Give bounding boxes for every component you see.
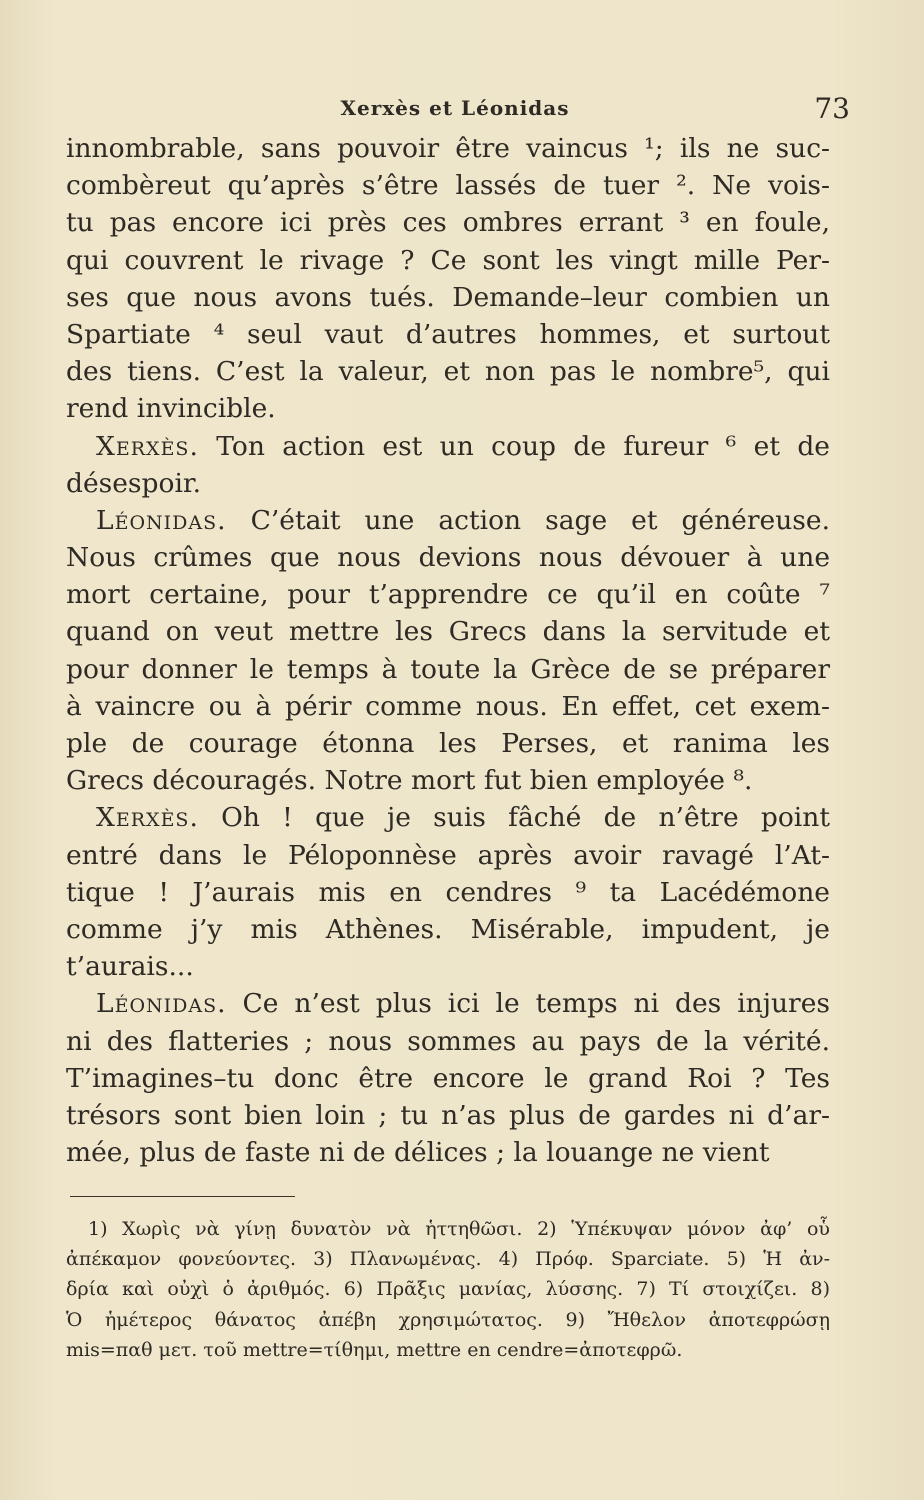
text-line: tique ! J’aurais mis en cendres ⁹ ta Lacédémone xyxy=(66,876,830,908)
text-line: Grecs découragés. Notre mort fut bien employée ⁸. xyxy=(66,765,753,797)
text-line: à vaincre ou à périr comme nous. En effet, cet exem- xyxy=(66,690,830,722)
text-line: comme j’y mis Athènes. Misérable, impudent, je xyxy=(66,913,830,945)
footnote-line: 1) Χωρὶς νὰ γίνῃ δυνατὸν νὰ ἡττηθῶσι. 2) Ὑπέκυψαν μόνον ἀφ’ οὗ xyxy=(88,1218,830,1240)
text-line: ple de courage étonna les Perses, et ranima les xyxy=(66,728,830,759)
speech-xerxes-2-opening xyxy=(66,799,830,836)
text-line: ni des flatteries ; nous sommes au pays de la vérité. xyxy=(66,1025,830,1057)
running-header xyxy=(60,92,850,132)
speaker-xerxes: Xerxès. xyxy=(96,430,199,462)
dialogue-text xyxy=(66,130,830,1171)
text-line: trésors sont bien loin ; tu n’as plus de gardes ni d’ar- xyxy=(66,1099,830,1131)
text-line: t’aurais... xyxy=(66,951,194,983)
speech-text: Oh ! que je suis fâché de n’être point xyxy=(221,802,830,834)
footnote-line: mis=παθ μετ. τοῦ mettre=τίθημι, mettre en cendre=ἀποτεφρῶ. xyxy=(66,1338,683,1361)
footnote-divider xyxy=(70,1196,295,1197)
running-title: Xerxès et Léonidas xyxy=(340,96,570,120)
text-line: pour donner le temps à toute la Grèce de se préparer xyxy=(66,653,830,685)
text-line: mée, plus de faste ni de délices ; la louange ne vient xyxy=(66,1137,770,1169)
speech-leonidas-1-opening xyxy=(66,502,830,539)
text-line: T’imagines–tu donc être encore le grand Roi ? Tes xyxy=(66,1062,830,1094)
text-line: quand on veut mettre les Grecs dans la servitude et xyxy=(66,616,830,648)
speech-text: Ce n’est plus ici le temps ni des injures xyxy=(242,988,830,1020)
footnote-line: ἀπέκαμον φονεύοντες. 3) Πλανωμένας. 4) Πρόφ. Sparciate. 5) Ἡ ἀν- xyxy=(66,1248,830,1271)
text-line: Spartiate ⁴ seul vaut d’autres hommes, et surtout xyxy=(66,318,830,350)
speech-text: C’était une action sage et généreuse. xyxy=(250,504,830,536)
text-line: combèreut qu’après s’être lassés de tuer ². Ne vois- xyxy=(66,170,830,202)
speech-leonidas-2-opening xyxy=(66,985,830,1022)
footnote-line: δρία καὶ οὐχὶ ὁ ἀριθμός. 6) Πρᾶξις μανίας, λύσσης. 7) Τί στοιχίζει. 8) xyxy=(66,1278,830,1301)
footnotes xyxy=(66,1214,830,1365)
speech-xerxes-1-opening xyxy=(66,428,830,465)
text-line: ses que nous avons tués. Demande–leur combien un xyxy=(66,281,830,313)
page-number: 73 xyxy=(814,92,850,125)
text-line: mort certaine, pour t’apprendre ce qu’il en coûte ⁷ xyxy=(66,579,830,611)
text-line: rend invincible. xyxy=(66,393,276,425)
footnote-line: Ὁ ἡμέτερος θάνατος ἀπέβη χρησιμώτατος. 9) Ἤθελον ἀποτεφρώσῃ xyxy=(66,1308,830,1331)
text-line: tu pas encore ici près ces ombres errant ³ en foule, xyxy=(66,207,830,239)
speaker-xerxes: Xerxès. xyxy=(96,802,199,834)
speech-text: Ton action est un coup de fureur ⁶ et de xyxy=(216,430,830,462)
text-line: innombrable, sans pouvoir être vaincus ¹; ils ne suc- xyxy=(66,133,830,164)
text-line: des tiens. C’est la valeur, et non pas le nombre⁵, qui xyxy=(66,356,830,388)
text-line: désespoir. xyxy=(66,467,202,499)
text-line: entré dans le Péloponnèse après avoir ravagé l’At- xyxy=(66,839,830,871)
text-line: qui couvrent le rivage ? Ce sont les vingt mille Per- xyxy=(66,244,830,276)
text-line: Nous crûmes que nous devions nous dévouer à une xyxy=(66,542,830,574)
speaker-leonidas: Léonidas. xyxy=(96,504,227,536)
speaker-leonidas: Léonidas. xyxy=(96,988,227,1020)
